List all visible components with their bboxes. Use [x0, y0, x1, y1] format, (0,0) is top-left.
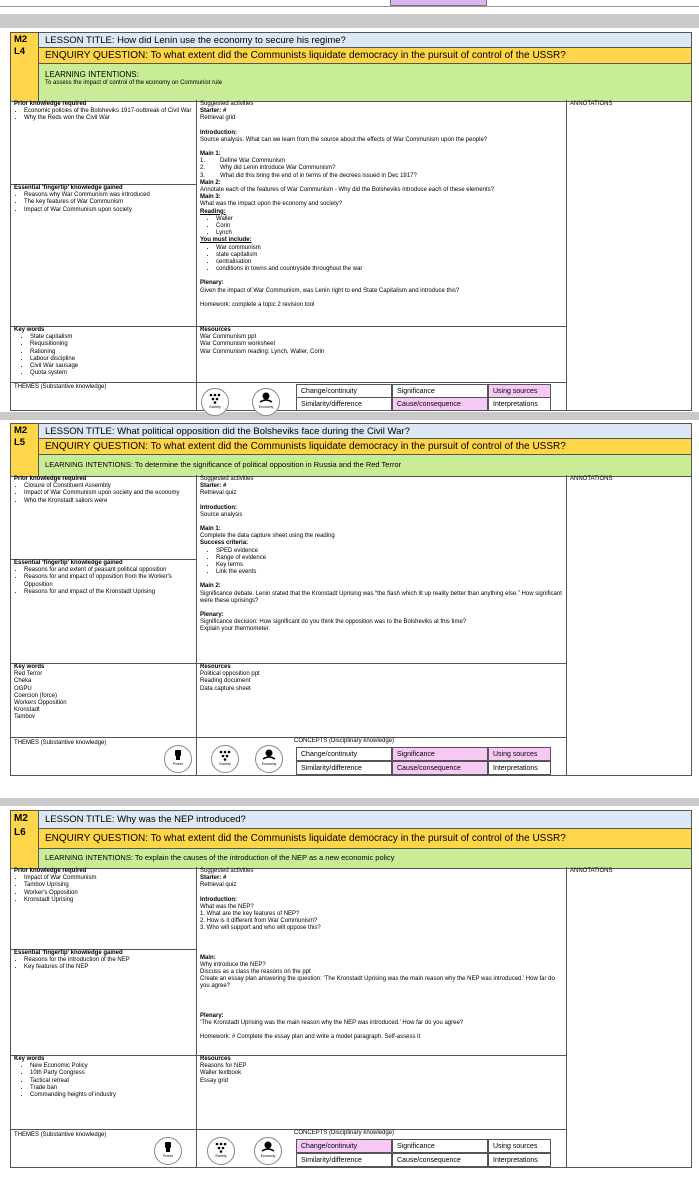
economy-icon: Economy: [252, 388, 280, 416]
suggested-activities: Suggested activities Starter: # Retrieval quiz Introduction: Source analysis Main 1: Complete the data capture sheet using the reading Success criteria: • SPED evidence • Range of evidence • Key terms • Link the events Main 2: Significance debate. Lenin stated that the Kronstadt Uprising was “the flash which lit up reality better than anything else.” How significant were these uprisings? Plenary: Significance decision: How significant do you think the opposition was to the Bolsheviks at this time? Explain your thermometer.: [197, 475, 566, 635]
concept-significance: Significance: [392, 1139, 488, 1153]
enquiry-question: ENQUIRY QUESTION: To what extent did the Communists liquidate democracy in the pursuit of control of the USSR?: [39, 439, 691, 455]
concept-similarity-difference: Similarity/difference: [296, 761, 392, 775]
suggested-activities: Suggested activities Starter: # Retrieval quiz Introduction: What was the NEP? 1. What are the key features of NEP? 2. How is it different from War Communism? 3. Who will support and who will oppose this? Main: Why introduce the NEP? Discuss as a class the reasons on the ppt Create an essay plan answering the question: ‘The Kronstadt Uprising was the main reason why the NEP was introduced.’ How far do you agree? Plenary: ‘The Kronstadt Uprising was the main reason why the NEP was introduced.’ How far do you agree? Homework: # Complete the essay plan and write a model paragraph. Self-assess it: [200, 868, 555, 1041]
lesson-plan-l4: [0, 28, 699, 412]
lesson-code: M2 L5: [11, 424, 39, 476]
society-icon: Society: [207, 1137, 235, 1165]
concept-change-continuity: Change/continuity: [296, 1139, 392, 1153]
learning-intentions: LEARNING INTENTIONS: To explain the causes of the introduction of the NEP as a new economic policy: [39, 849, 691, 868]
concept-using-sources: Using sources: [488, 747, 551, 761]
learning-intentions: LEARNING INTENTIONS: To assess the impact of control of the economy on Communist rule: [39, 64, 691, 101]
essential-knowledge: Essential ‘fingertip’ knowledge gained • Reasons for the introduction of the NEP • Key features of the NEP: [11, 949, 196, 973]
concept-significance: Significance: [392, 384, 488, 398]
lesson-title: LESSON TITLE: What political opposition did the Bolsheviks face during the Civil War?: [39, 424, 691, 439]
lesson-code: M2 L4: [11, 33, 39, 101]
learning-intentions: LEARNING INTENTIONS: To determine the significance of political opposition in Russia and the Red Terror: [39, 455, 691, 476]
key-words: Key words • State capitalism • Requisitioning • Rationing • Labour discipline • Civil War sausage • Quota system: [11, 326, 196, 378]
lesson-plan-l5: [0, 420, 699, 798]
economy-icon: Economy: [255, 745, 283, 773]
society-icon: Society: [211, 745, 239, 773]
themes-label: THEMES (Substantive knowledge): [14, 1132, 107, 1138]
concept-using-sources: Using sources: [488, 384, 551, 398]
concept-similarity-difference: Similarity/difference: [296, 397, 392, 411]
power-icon: Power: [164, 745, 192, 773]
lesson-header: [10, 423, 692, 477]
concepts-label: CONCEPTS (Disciplinary knowledge): [294, 738, 395, 744]
lesson-header: [10, 810, 692, 869]
lesson-grid: [10, 867, 692, 1168]
suggested-activities: Suggested activities Starter: # Retrieval grid Introduction: Source analysis. What can we learn from the source about the effects of War Communism upon the people? Main 1: 1. Define War Communism 2. Why did Lenin introduce War Communism? 3. What did this bring the end of in terms of the decrees issued in Dec 1917? Main 2: Annotate each of the features of War Communism - Why did the Bolsheviks introduce each of these elements? Main 3: What was the impact upon the economy and society? Reading: • Waller • Corin • Lynch You must include: • War communism • state capitalism • centralisation • conditions in towns and countryside throughout the war Plenary: Given the impact of War Communism, was Lenin right to end State Capitalism and introduce this? Homework: complete a topic 2 revision tool: [197, 100, 566, 310]
power-icon: Power: [154, 1137, 182, 1165]
lesson-grid: [10, 475, 692, 776]
concept-significance: Significance: [392, 747, 488, 761]
essential-knowledge: Essential ‘fingertip’ knowledge gained • Reasons for and extent of peasant political opposition • Reasons for and impact of opposition from the Worker's Opposition • Reasons for and impact of the Kronstadt Uprising: [11, 559, 196, 597]
prior-knowledge: Prior knowledge required • Impact of War Communism • Tambov Uprising • Worker's Opposition • Kronstadt Uprising: [11, 867, 196, 905]
concept-cause-consequence: Cause/consequence: [392, 1153, 488, 1167]
concept-interpretations: Interpretations: [488, 397, 551, 411]
economy-icon: Economy: [254, 1137, 282, 1165]
lesson-code: M2 L6: [11, 811, 39, 868]
prior-knowledge: Prior knowledge required • Closure of Constituent Assembly • Impact of War Communism upon society and the economy • Who the Kronstadt sailors were: [11, 475, 196, 506]
annotations: ANNOTATIONS: [570, 868, 613, 874]
enquiry-question: ENQUIRY QUESTION: To what extent did the Communists liquidate democracy in the pursuit of control of the USSR?: [39, 829, 691, 849]
resources: Resources Reasons for NEP Waller textbook Essay grid: [200, 1056, 247, 1084]
concept-similarity-difference: Similarity/difference: [296, 1153, 392, 1167]
top-strip: [0, 0, 699, 14]
concepts-label: CONCEPTS (Disciplinary knowledge): [294, 1130, 395, 1136]
lesson-title: LESSON TITLE: Why was the NEP introduced?: [39, 811, 691, 829]
lesson-header: [10, 32, 692, 102]
concept-cause-consequence: Cause/consequence: [392, 397, 488, 411]
lesson-title: LESSON TITLE: How did Lenin use the economy to secure his regime?: [39, 33, 691, 48]
themes-label: THEMES (Substantive knowledge): [14, 740, 107, 746]
key-words: Key words • New Economic Policy • 10th Party Congress • Tactical retreat • Trade ban • Commanding heights of industry: [11, 1055, 196, 1100]
themes-label: THEMES (Substantive knowledge): [14, 384, 107, 390]
concept-using-sources: Using sources: [488, 1139, 551, 1153]
concept-change-continuity: Change/continuity: [296, 384, 392, 398]
concept-interpretations: Interpretations: [488, 761, 551, 775]
prior-knowledge: Prior knowledge required • Economic policies of the Bolsheviks 1917-outbreak of Civil War • Why the Reds won the Civil War: [11, 100, 196, 124]
lesson-grid: [10, 100, 692, 411]
concept-interpretations: Interpretations: [488, 1153, 551, 1167]
concept-change-continuity: Change/continuity: [296, 747, 392, 761]
annotations: ANNOTATIONS: [570, 101, 613, 107]
enquiry-question: ENQUIRY QUESTION: To what extent did the Communists liquidate democracy in the pursuit of control of the USSR?: [39, 48, 691, 64]
essential-knowledge: Essential ‘fingertip’ knowledge gained • Reasons why War Communism was introduced • The key features of War Communism • Impact of War Communism upon society: [11, 184, 196, 215]
resources: Resources War Communism ppt War Communism worksheet War Communism reading: Lynch, Waller, Corin: [200, 327, 325, 355]
society-icon: Society: [201, 388, 229, 416]
concept-cause-consequence: Cause/consequence: [392, 761, 488, 775]
lesson-plan-l6: [0, 806, 699, 1200]
key-words: Key words Red Terror Cheka OGPU Coercion (force) Workers Opposition Kronstadt Tambov: [14, 664, 67, 721]
resources: Resources Political opposition ppt Reading document Data capture sheet: [200, 664, 260, 692]
annotations: ANNOTATIONS: [570, 476, 613, 482]
